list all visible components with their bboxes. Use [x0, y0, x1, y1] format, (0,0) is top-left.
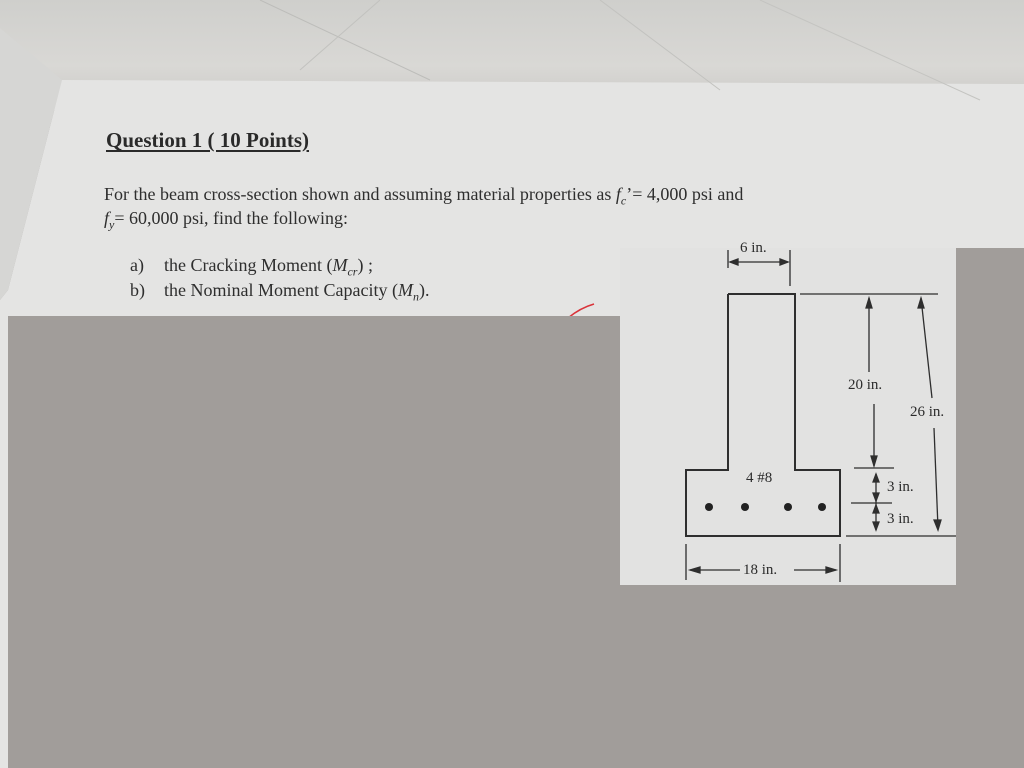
label-26in: 26 in. [910, 404, 945, 420]
item-subscript: cr [347, 264, 358, 279]
fc-subscript: c [620, 193, 627, 208]
item-var: M [397, 280, 413, 300]
item-label: b) [130, 280, 145, 300]
item-subscript: n [412, 289, 419, 304]
item-tail: ). [418, 280, 430, 300]
intro-prefix: For the beam cross-section shown and assuming material properties as [104, 184, 616, 204]
question-item-b [130, 280, 429, 305]
fy-subscript: y [109, 217, 115, 232]
label-3in-top: 3 in. [887, 479, 914, 495]
label-20in: 20 in. [848, 377, 883, 393]
intro-line-1 [104, 184, 743, 209]
fy-symbol: f [104, 208, 110, 228]
fc-symbol: f [615, 184, 621, 204]
label-web-width: 6 in. [740, 240, 767, 256]
question-title: Question 1 ( 10 Points) [106, 128, 310, 152]
item-text: the Nominal Moment Capacity ( [164, 280, 398, 300]
item-label: a) [130, 255, 144, 275]
label-3in-bottom: 3 in. [887, 511, 914, 527]
item-text: the Cracking Moment ( [164, 255, 333, 275]
item-tail: ) ; [357, 255, 373, 275]
intro-line-2 [104, 208, 348, 233]
item-var: M [332, 255, 348, 275]
label-reinforcement: 4 #8 [746, 470, 773, 486]
fc-value: ’= 4,000 psi and [626, 184, 744, 204]
label-18in: 18 in. [743, 562, 778, 578]
question-item-a [130, 255, 373, 280]
fy-value: = 60,000 psi, find the following: [114, 208, 348, 228]
